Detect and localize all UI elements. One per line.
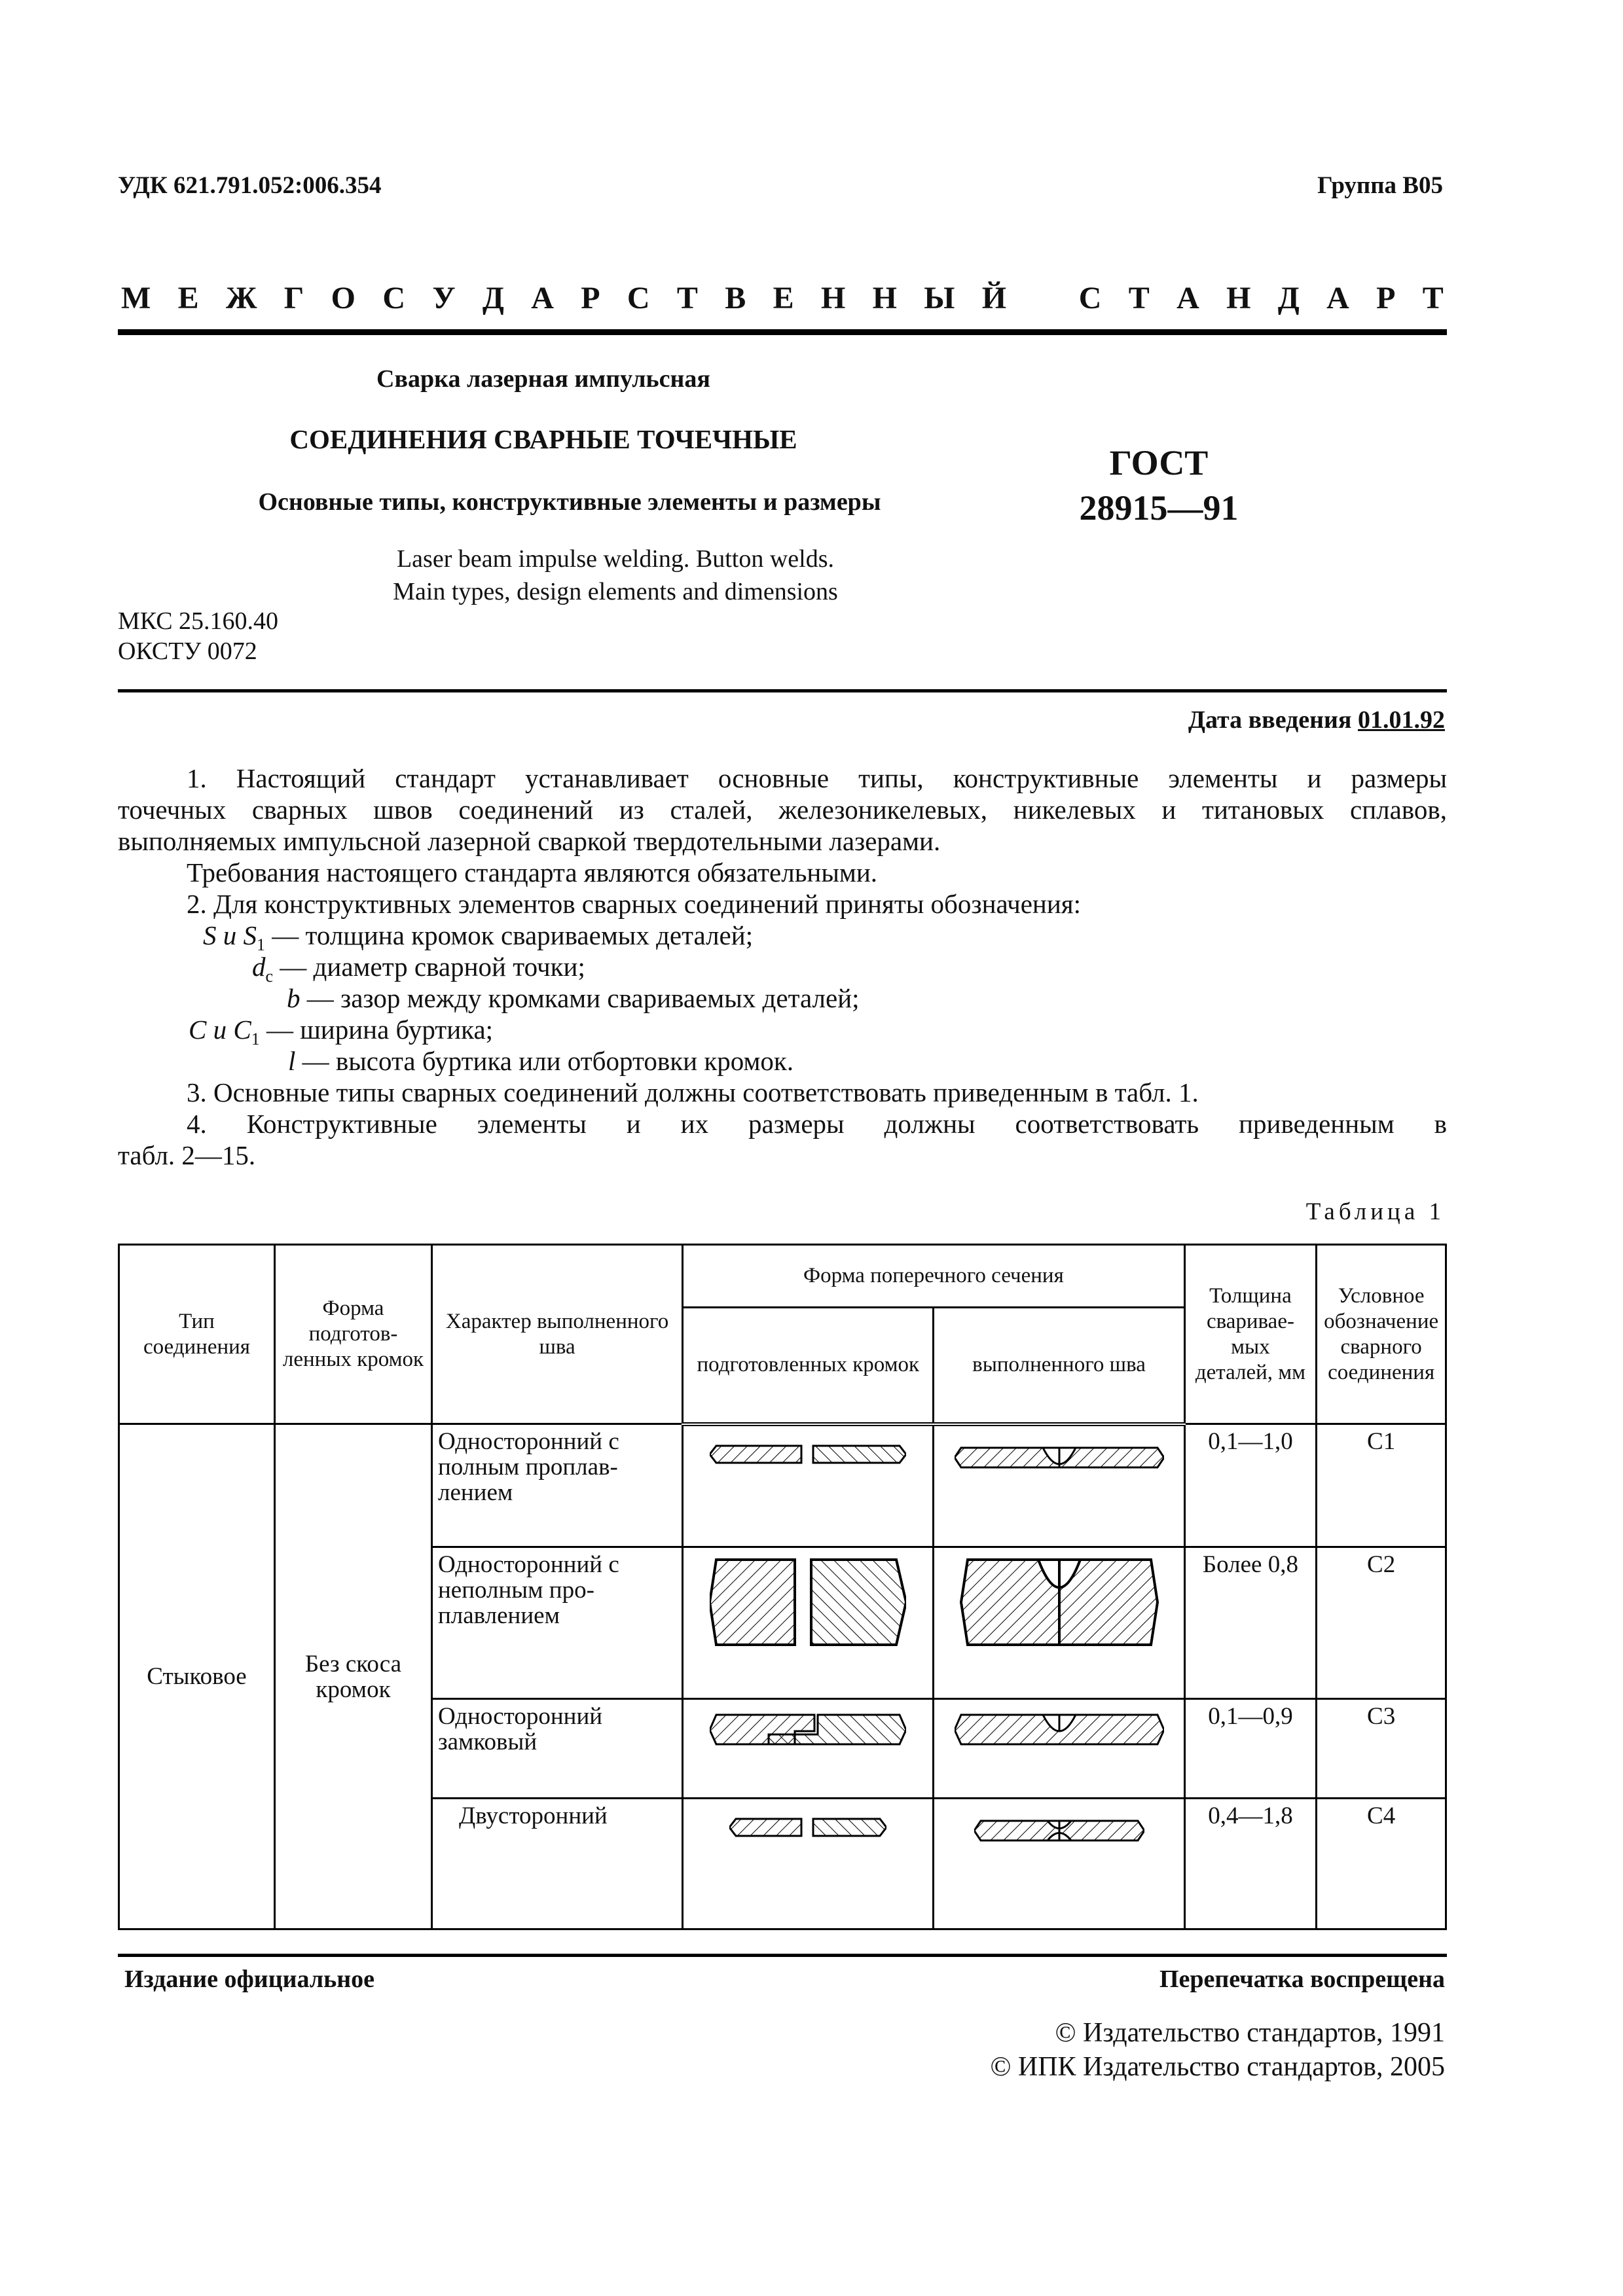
title-letter: Ы — [924, 281, 955, 315]
symbol-s-text: — толщина кромок свариваемых деталей; — [265, 920, 754, 950]
english-title-line2: Main types, design elements and dimensions — [393, 578, 838, 605]
drawing-prepared-c3 — [683, 1699, 934, 1799]
paragraph-4-line1: 4. Конструктивные элементы и их размеры должны соответствовать приведенным в — [187, 1109, 1447, 1139]
title-letter: Й — [981, 281, 1007, 315]
header-edge-form: Форма подготов-ленных кромок — [274, 1245, 431, 1424]
reprint-prohibited: Перепечатка воспрещена — [1159, 1965, 1445, 1993]
copyright-1991: © Издательство стандартов, 1991 — [1055, 2018, 1445, 2048]
finished-seam-c4-drawing — [974, 1804, 1144, 1857]
drawing-prepared-c1 — [683, 1424, 934, 1547]
intro-date-value: 01.01.92 — [1358, 706, 1445, 734]
paragraph-1-line2: точечных сварных швов соединений из сталей, железоникелевых, никелевых и титановых сплавов, — [118, 795, 1447, 825]
symbol-l-text: — высота буртика или отбортовки кромок. — [295, 1046, 794, 1076]
title-letter: Т — [676, 281, 698, 315]
finished-seam-c3-drawing — [955, 1705, 1164, 1757]
udk-code: УДК 621.791.052:006.354 — [118, 172, 382, 199]
paragraph-4-line2: табл. 2—15. — [118, 1140, 256, 1170]
drawing-prepared-c4 — [683, 1799, 934, 1929]
title-letter: Д — [482, 281, 504, 315]
intro-date — [1188, 706, 1445, 734]
paragraph-1-line3: выполняемых импульсной лазерной сваркой твердотельными лазерами. — [118, 826, 941, 856]
cell-code-c2: С2 — [1317, 1547, 1446, 1699]
title-letter: А — [1326, 281, 1349, 315]
title-letter: М — [121, 281, 151, 315]
gost-number: 28915—91 — [1079, 488, 1239, 528]
symbol-c-text: — ширина буртика; — [259, 1014, 494, 1045]
cell-thickness-c4: 0,4—1,8 — [1184, 1799, 1317, 1929]
interstate-standard-title — [121, 280, 1444, 319]
header-prepared-edges: подготовленных кромок — [683, 1308, 934, 1424]
title-letter: С — [382, 281, 405, 315]
subtitle-welding: Сварка лазерная импульсная — [376, 365, 710, 393]
finished-seam-c2-drawing — [955, 1553, 1164, 1651]
cell-thickness-c2: Более 0,8 — [1184, 1547, 1317, 1699]
cell-seam-c2: Односторонний с неполным про-плавлением — [431, 1547, 682, 1699]
title-letter: Е — [177, 281, 199, 315]
title-letter: А — [1176, 281, 1199, 315]
title-letter: С — [627, 281, 650, 315]
subtitle-types: Основные типы, конструктивные элементы и размеры — [258, 488, 881, 516]
title-rule — [118, 329, 1447, 335]
symbol-s-letters: S и S — [203, 920, 257, 950]
header-thickness: Толщина сваривае-мых деталей, мм — [1184, 1245, 1317, 1424]
symbol-d-sub: c — [265, 967, 274, 986]
title-letter: Н — [820, 281, 846, 315]
symbol-b-text: — зазор между кромками свариваемых деталей; — [300, 983, 860, 1013]
drawing-finished-c3 — [934, 1699, 1184, 1799]
drawing-finished-c1 — [934, 1424, 1184, 1547]
title-letter: Т — [1128, 281, 1150, 315]
official-edition: Издание официальное — [124, 1965, 375, 1993]
symbol-l — [288, 1045, 1617, 1077]
finished-seam-c1-drawing — [955, 1431, 1164, 1484]
mks-code: МКС 25.160.40 — [118, 607, 279, 635]
cell-code-c3: С3 — [1317, 1699, 1446, 1799]
table-caption: Таблица 1 — [1305, 1198, 1445, 1225]
header-cross-section: Форма поперечного сечения — [683, 1245, 1184, 1308]
symbol-b-letter: b — [287, 983, 301, 1013]
drawing-prepared-c2 — [683, 1547, 934, 1699]
gost-label: ГОСТ — [1109, 443, 1209, 482]
title-letter: Д — [1277, 281, 1300, 315]
title-letter: Н — [1226, 281, 1251, 315]
prepared-edges-c2-drawing — [710, 1553, 906, 1651]
prepared-edges-c1-drawing — [710, 1431, 906, 1477]
prepared-edges-c3-drawing — [710, 1705, 906, 1757]
symbol-d-letter: d — [252, 952, 266, 982]
paragraph-3: 3. Основные типы сварных соединений должны соответствовать приведенным в табл. 1. — [187, 1077, 1199, 1107]
symbol-s-sub: 1 — [257, 935, 265, 955]
table-1 — [118, 1244, 1447, 1930]
cell-code-c1: С1 — [1317, 1424, 1446, 1547]
cell-seam-c1: Односторонний с полным проплав-лением — [431, 1424, 682, 1547]
prepared-edges-c4-drawing — [729, 1804, 886, 1850]
group-code: Группа В05 — [1317, 172, 1443, 199]
header-finished-seam: выполненного шва — [934, 1308, 1184, 1424]
cell-code-c4: С4 — [1317, 1799, 1446, 1929]
title-letter: Г — [283, 281, 304, 315]
symbol-l-letter: l — [288, 1046, 296, 1076]
symbol-b — [287, 982, 1616, 1014]
title-letter: В — [725, 281, 746, 315]
title-letter: Ж — [225, 281, 257, 315]
title-gap — [1033, 280, 1051, 319]
copyright-2005: © ИПК Издательство стандартов, 2005 — [990, 2052, 1445, 2082]
english-title-line1: Laser beam impulse welding. Button welds. — [396, 545, 835, 573]
header-designation: Условное обозначение сварного соединения — [1317, 1245, 1446, 1424]
symbol-c-letters: C и C — [189, 1014, 251, 1045]
date-rule — [118, 689, 1447, 692]
cell-edge-form: Без скоса кромок — [274, 1424, 431, 1929]
title-letter: Е — [773, 281, 794, 315]
title-letter: У — [432, 281, 456, 315]
cell-thickness-c3: 0,1—0,9 — [1184, 1699, 1317, 1799]
intro-date-label: Дата введения — [1188, 706, 1352, 734]
drawing-finished-c4 — [934, 1799, 1184, 1929]
title-letter: Н — [872, 281, 897, 315]
title-letter: Р — [1376, 281, 1396, 315]
title-letter: О — [331, 281, 356, 315]
paragraph-2: 2. Для конструктивных элементов сварных соединений приняты обозначения: — [187, 889, 1082, 919]
title-letter: С — [1078, 281, 1102, 315]
header-joint-type: Тип соединения — [119, 1245, 275, 1424]
title-letter: Т — [1422, 281, 1444, 315]
cell-seam-c3: Односторонний замковый — [431, 1699, 682, 1799]
title-letter: Р — [581, 281, 600, 315]
cell-joint-type: Стыковое — [119, 1424, 275, 1929]
footer-rule — [118, 1954, 1447, 1957]
cell-seam-c4: Двусторонний — [431, 1799, 682, 1929]
main-title: СОЕДИНЕНИЯ СВАРНЫЕ ТОЧЕЧНЫЕ — [289, 424, 797, 454]
drawing-finished-c2 — [934, 1547, 1184, 1699]
paragraph-1-line1: 1. Настоящий стандарт устанавливает основные типы, конструктивные элементы и размеры — [187, 763, 1447, 793]
okstu-code: ОКСТУ 0072 — [118, 637, 257, 665]
cell-thickness-c1: 0,1—1,0 — [1184, 1424, 1317, 1547]
header-seam-character: Характер выполненного шва — [431, 1245, 682, 1424]
symbol-d-text: — диаметр сварной точки; — [273, 952, 585, 982]
paragraph-1-line4: Требования настоящего стандарта являются обязательными. — [187, 857, 878, 888]
title-letter: А — [531, 281, 554, 315]
symbol-c-sub: 1 — [251, 1030, 260, 1049]
